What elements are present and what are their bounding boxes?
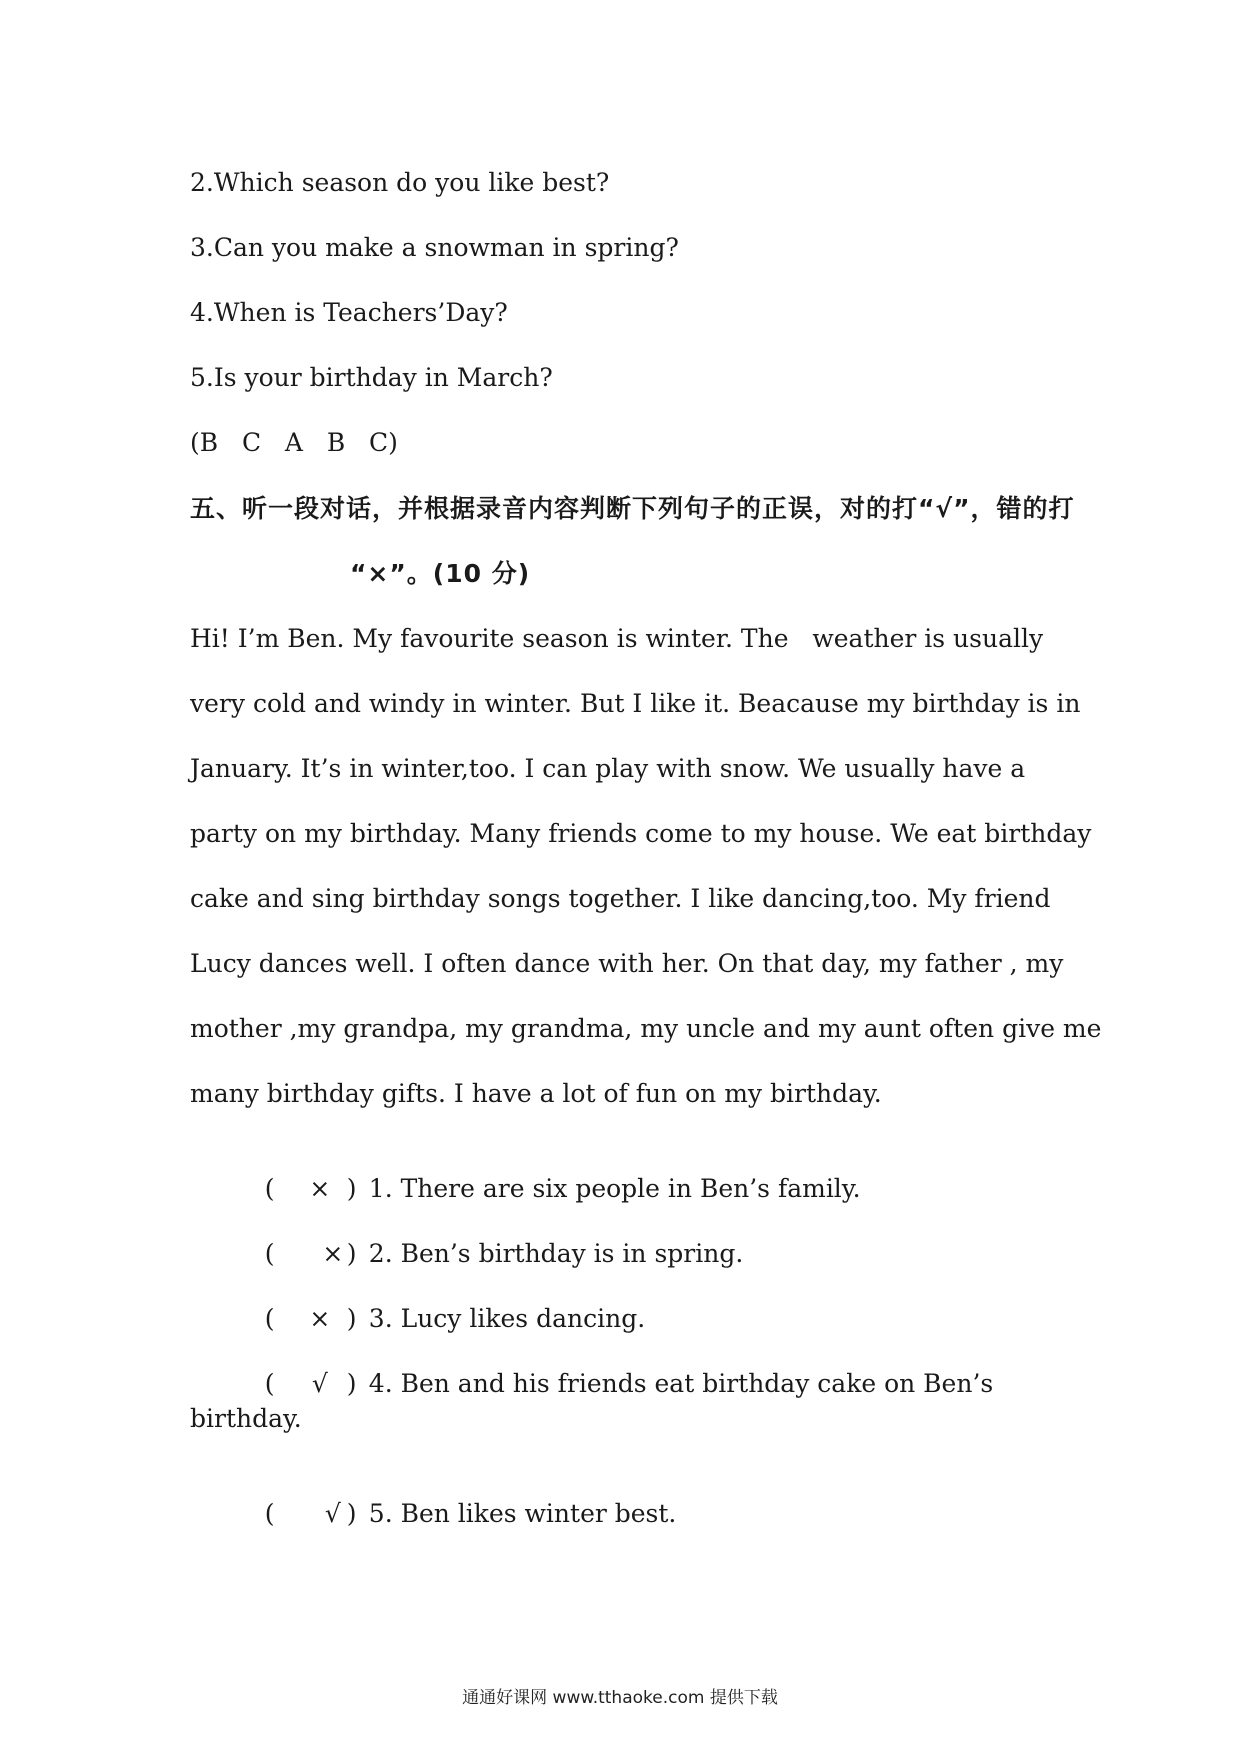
- answer-key: (B C A B C): [190, 428, 398, 457]
- passage-line: many birthday gifts. I have a lot of fun on my birthday.: [190, 1079, 882, 1108]
- left-paren: (: [264, 1304, 275, 1333]
- right-paren: ): [346, 1369, 357, 1398]
- passage-line: party on my birthday. Many friends come to my house. We eat birthday: [190, 819, 1092, 848]
- right-paren: ): [346, 1174, 357, 1203]
- answer-mark: √: [324, 1499, 341, 1528]
- judgment-statement: 4. Ben and his friends eat birthday cake on Ben’s: [368, 1369, 994, 1398]
- question-5: 5.Is your birthday in March?: [190, 363, 553, 392]
- left-paren: (: [264, 1239, 275, 1268]
- judgment-statement: 1. There are six people in Ben’s family.: [368, 1174, 861, 1203]
- left-paren: (: [264, 1369, 275, 1398]
- answer-mark: ×: [309, 1174, 331, 1203]
- judgment-statement: 2. Ben’s birthday is in spring.: [368, 1239, 744, 1268]
- left-paren: (: [264, 1174, 275, 1203]
- right-paren: ): [346, 1304, 357, 1333]
- page-footer: 通通好课网 www.tthaoke.com 提供下载: [462, 1688, 778, 1708]
- right-paren: ): [346, 1239, 357, 1268]
- passage-line: very cold and windy in winter. But I like it. Beacause my birthday is in: [190, 689, 1081, 718]
- left-paren: (: [264, 1499, 275, 1528]
- question-4: 4.When is Teachers’Day?: [190, 298, 508, 327]
- answer-mark: ×: [322, 1239, 344, 1268]
- question-2: 2.Which season do you like best?: [190, 168, 610, 197]
- judgment-item-4: [233, 1339, 993, 1429]
- section-five-title: 五、听一段对话，并根据录音内容判断下列句子的正误，对的打“√”，错的打: [190, 494, 1075, 523]
- judgment-item-4-continued: birthday.: [190, 1404, 302, 1433]
- passage-line: cake and sing birthday songs together. I like dancing,too. My friend: [190, 884, 1051, 913]
- judgment-item-5: [233, 1469, 676, 1559]
- passage-line: Hi! I’m Ben. My favourite season is winter. The weather is usually: [190, 624, 1044, 653]
- passage-line: mother ,my grandpa, my grandma, my uncle and my aunt often give me: [190, 1014, 1102, 1043]
- answer-mark: √: [311, 1369, 328, 1398]
- section-five-title-continued: “×”。(10 分): [350, 559, 531, 588]
- answer-mark: ×: [309, 1304, 331, 1333]
- passage-line: January. It’s in winter,too. I can play with snow. We usually have a: [190, 754, 1026, 783]
- judgment-statement: 5. Ben likes winter best.: [368, 1499, 677, 1528]
- passage-line: Lucy dances well. I often dance with her. On that day, my father , my: [190, 949, 1064, 978]
- right-paren: ): [346, 1499, 357, 1528]
- judgment-statement: 3. Lucy likes dancing.: [368, 1304, 646, 1333]
- question-3: 3.Can you make a snowman in spring?: [190, 233, 679, 262]
